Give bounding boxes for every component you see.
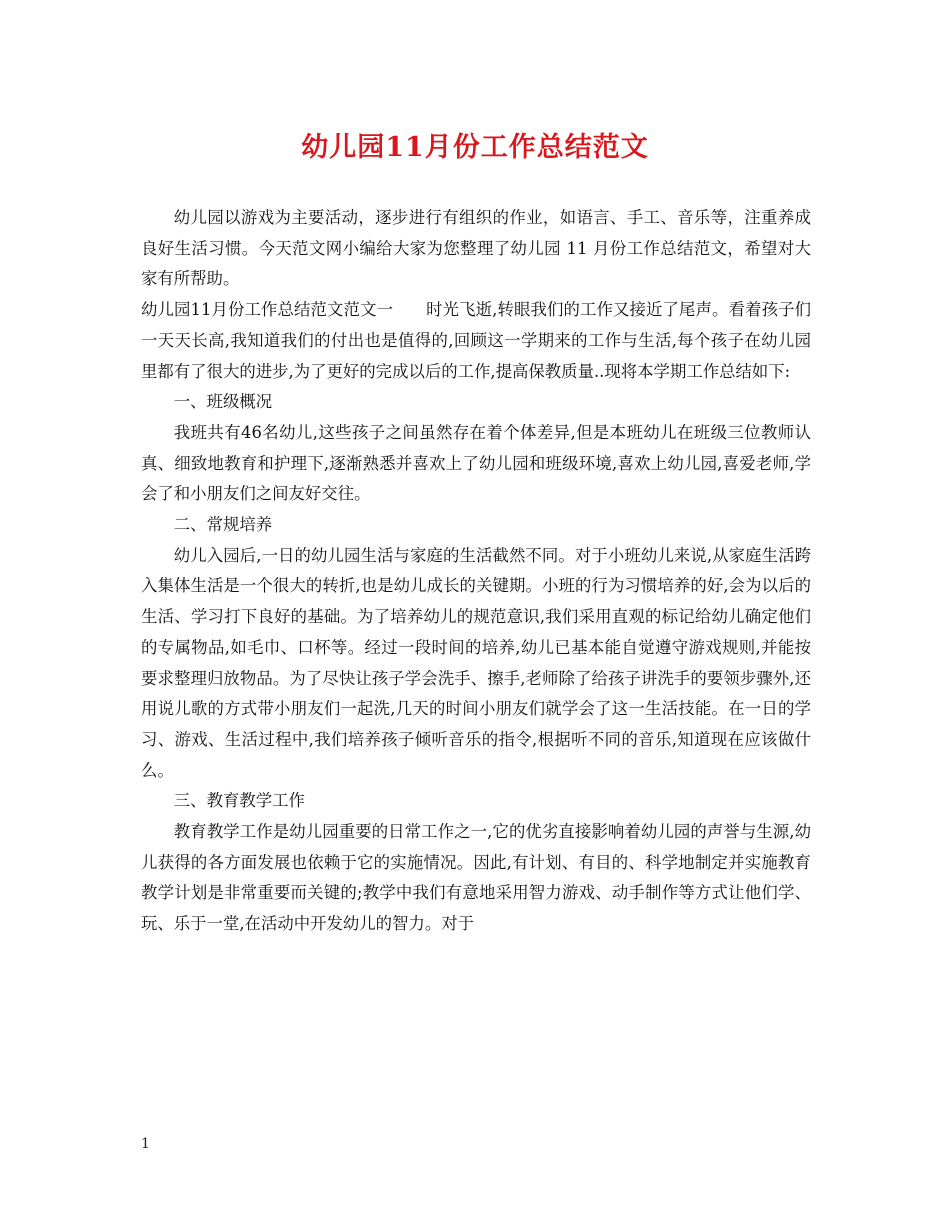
- paragraph-sample-one: 幼儿园11月份工作总结范文范文一 时光飞逝,转眼我们的工作又接近了尾声。看着孩子们一天天长高,我知道我们的付出也是值得的,回顾这一学期来的工作与生活,每个孩子在幼儿园里都有了很大的进步,为了更好的完成以后的工作,提高保教质量..现将本学期工作总结如下:: [141, 300, 811, 381]
- document-body: [141, 203, 811, 940]
- page-number: 1: [141, 1136, 150, 1152]
- paragraph-class-overview: 我班共有46名幼儿,这些孩子之间虽然存在着个体差异,但是本班幼儿在班级三位教师认真、细致地教育和护理下,逐渐熟悉并喜欢上了幼儿园和班级环境,喜欢上幼儿园,喜爱老师,学会了和小朋友们之间友好交往。: [141, 422, 811, 504]
- document-title: 幼儿园11月份工作总结范文: [301, 132, 649, 163]
- section-heading-routine-training: 二、常规培养: [173, 515, 273, 535]
- section-heading-teaching-work: 三、教育教学工作: [173, 791, 305, 811]
- paragraph-routine-training: 幼儿入园后,一日的幼儿园生活与家庭的生活截然不同。对于小班幼儿来说,从家庭生活跨入集体生活是一个很大的转折,也是幼儿成长的关键期。小班的行为习惯培养的好,会为以后的生活、学习打下良好的基础。为了培养幼儿的规范意识,我们采用直观的标记给幼儿确定他们的专属物品,如毛巾、口杯等。经过一段时间的培养,幼儿已基本能自觉遵守游戏规则,并能按要求整理归放物品。为了尽快让孩子学会洗手、擦手,老师除了给孩子讲洗手的要领步骤外,还用说儿歌的方式带小朋友们一起洗,几天的时间小朋友们就学会了这一生活技能。在一日的学习、游戏、生活过程中,我们培养孩子倾听音乐的指令,根据听不同的音乐,知道现在应该做什么。: [141, 545, 811, 780]
- paragraph-intro: 幼儿园以游戏为主要活动，逐步进行有组织的作业，如语言、手工、音乐等，注重养成良好生活习惯。今天范文网小编给大家为您整理了幼儿园 11 月份工作总结范文，希望对大家有所帮助。: [141, 208, 811, 289]
- paragraph-teaching-work: 教育教学工作是幼儿园重要的日常工作之一,它的优劣直接影响着幼儿园的声誉与生源,幼儿获得的各方面发展也依赖于它的实施情况。因此,有计划、有目的、科学地制定并实施教育教学计划是非常重要而关键的;教学中我们有意地采用智力游戏、动手制作等方式让他们学、玩、乐于一堂,在活动中开发幼儿的智力。对于: [141, 822, 811, 934]
- section-heading-class-overview: 一、班级概况: [173, 392, 273, 412]
